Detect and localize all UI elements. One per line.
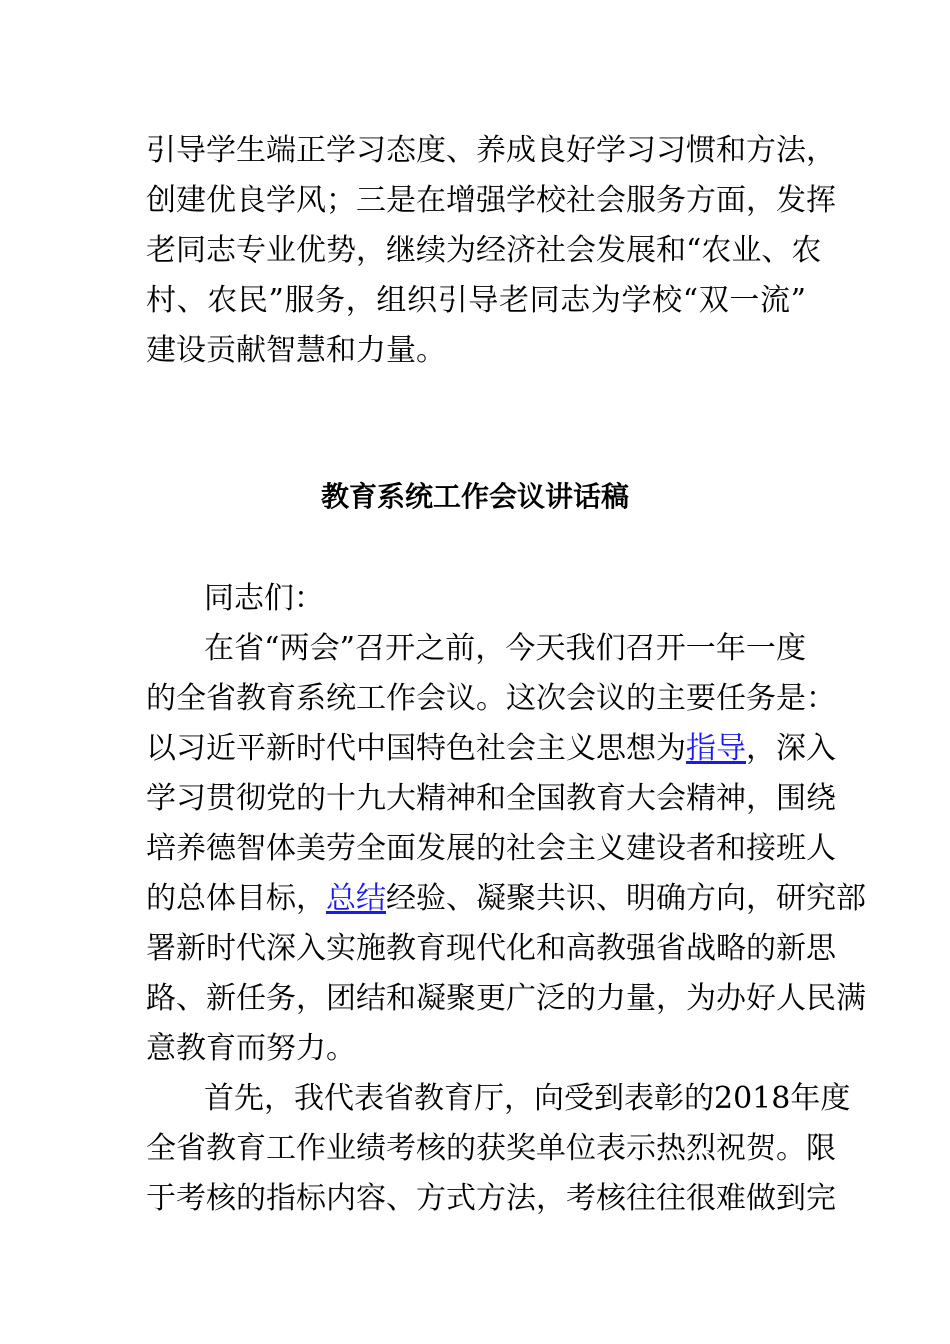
body-text-line: 意教育而努力。 [146,1031,356,1066]
body-text-line: 创建优良学风；三是在增强学校社会服务方面，发挥 [146,183,836,218]
body-text-line [146,881,866,917]
document-title: 教育系统工作会议讲话稿 [320,480,629,513]
text-segment: 经验、凝聚共识、明确方向，研究部 [386,881,866,916]
text-segment: 以习近平新时代中国特色社会主义思想为 [146,731,686,766]
body-text-line: 的全省教育系统工作会议。这次会议的主要任务是： [146,681,836,716]
body-text-line: 全省教育工作业绩考核的获奖单位表示热烈祝贺。限 [146,1131,836,1166]
salutation: 同志们： [204,581,324,616]
body-text-line: 路、新任务，团结和凝聚更广泛的力量，为办好人民满 [146,981,866,1016]
body-text-line: 引导学生端正学习态度、养成良好学习习惯和方法， [146,133,836,168]
link-zongjie[interactable]: 总结 [326,881,386,916]
body-text-line: 署新时代深入实施教育现代化和高教强省战略的新思 [146,931,836,966]
body-text-line: 首先，我代表省教育厅，向受到表彰的2018年度 [204,1081,851,1116]
text-segment: ，深入 [746,731,836,766]
body-text-line: 学习贯彻党的十九大精神和全国教育大会精神，围绕 [146,781,836,816]
body-text-line [146,731,836,767]
body-text-line: 建设贡献智慧和力量。 [146,333,446,368]
body-text-line: 老同志专业优势，继续为经济社会发展和“农业、农 [146,233,822,268]
body-text-line: 培养德智体美劳全面发展的社会主义建设者和接班人 [146,831,836,866]
body-text-line: 于考核的指标内容、方式方法，考核往往很难做到完 [146,1181,836,1216]
body-text-line: 村、农民”服务，组织引导老同志为学校“双一流” [146,283,806,318]
text-segment: 的总体目标， [146,881,326,916]
link-zhidao[interactable]: 指导 [686,731,746,766]
body-text-line: 在省“两会”召开之前，今天我们召开一年一度 [204,631,806,666]
